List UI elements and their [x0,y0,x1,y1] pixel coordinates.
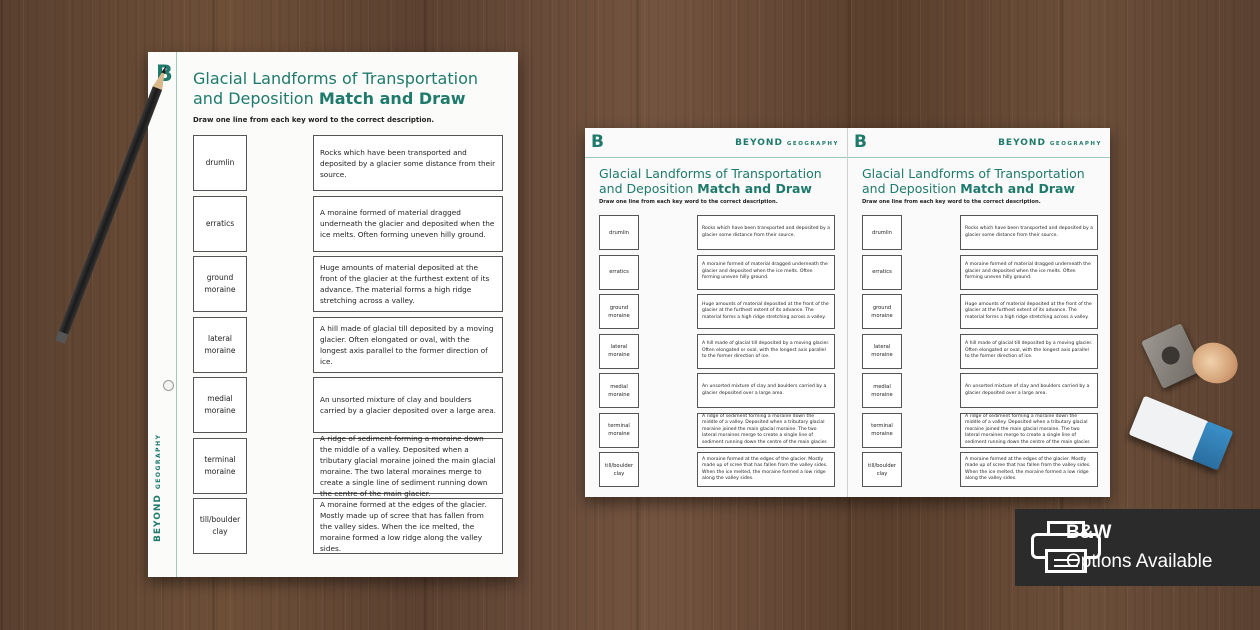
description-box: Rocks which have been transported and deposited by a glacier some distance from their source. [313,135,503,191]
description-box: An unsorted mixture of clay and boulders carried by a glacier deposited over a large area. [313,377,503,433]
description-box: A moraine formed at the edges of the glacier. Mostly made up of scree that has fallen from the valley sides. When the ice melted, the moraine formed a low ridge along the valley sides. [960,452,1098,487]
match-row [862,452,1098,487]
key-word-box: drumlin [599,215,639,250]
spread-page-right [848,128,1110,497]
description-box: A moraine formed of material dragged underneath the glacier and deposited when the ice melts. Often forming uneven hilly ground. [313,196,503,252]
pencil-shavings [1187,336,1244,389]
spread-page-left [585,128,847,497]
description-box: A ridge of sediment forming a moraine down the middle of a valley. Deposited when a tributary glacial moraine joined the main glacial moraine. The two lateral moraines merge to create a single line of sediment running down the centre of the main glacier. [697,413,835,448]
description-box: Rocks which have been transported and deposited by a glacier some distance from their source. [697,215,835,250]
description-box: A moraine formed at the edges of the glacier. Mostly made up of scree that has fallen from the valley sides. When the ice melted, the moraine formed a low ridge along the valley sides. [697,452,835,487]
punch-hole [163,380,174,391]
key-word-box: till/boulder clay [862,452,902,487]
match-row [193,196,503,252]
description-box: A ridge of sediment forming a moraine down the middle of a valley. Deposited when a tributary glacial moraine joined the main glacial moraine. The two lateral moraines merge to create a single line of sediment running down the centre of the main glacier. [960,413,1098,448]
key-word-box: lateral moraine [862,334,902,369]
key-word-box: drumlin [862,215,902,250]
key-word-box: terminal moraine [862,413,902,448]
key-word-box: erratics [862,255,902,290]
description-box: A moraine formed of material dragged underneath the glacier and deposited when the ice melts. Often forming uneven hilly ground. [697,255,835,290]
worksheet-title: Glacial Landforms of Transportation and Deposition Match and Draw [193,69,479,108]
bw-options-banner [1015,509,1260,586]
key-word-box: medial moraine [599,373,639,408]
match-row [193,377,503,433]
key-word-box: ground moraine [193,256,247,312]
beyond-logo-icon: B [156,62,173,87]
match-row [599,413,835,448]
worksheet-instruction: Draw one line from each key word to the correct description. [193,116,435,124]
description-box: A moraine formed at the edges of the glacier. Mostly made up of scree that has fallen from the valley sides. When the ice melted, the moraine formed a low ridge along the valley sides. [313,498,503,554]
key-word-box: drumlin [193,135,247,191]
match-row [599,215,835,250]
margin-line [176,52,177,577]
key-word-box: medial moraine [862,373,902,408]
key-word-box: ground moraine [862,294,902,329]
worksheet-spread [585,128,1110,497]
key-word-box: erratics [193,196,247,252]
worksheet-title: Glacial Landforms of Transportation and Deposition Match and Draw [862,166,1085,196]
beyond-logo-icon: B [854,132,867,152]
match-row [193,135,503,191]
match-row [862,294,1098,329]
key-word-box: medial moraine [193,377,247,433]
worksheet-instruction: Draw one line from each key word to the correct description. [599,199,778,205]
banner-title: B&W [1066,522,1112,543]
key-word-box: till/boulder clay [599,452,639,487]
match-row [193,256,503,312]
match-row [599,334,835,369]
description-box: An unsorted mixture of clay and boulders carried by a glacier deposited over a large area. [960,373,1098,408]
description-box: A hill made of glacial till deposited by a moving glacier. Often elongated or oval, with the longest axis parallel to the former direction of ice. [960,334,1098,369]
side-brand: BEYONDGEOGRAPHY [153,433,163,542]
key-word-box: lateral moraine [193,317,247,373]
match-row [599,452,835,487]
match-row [862,373,1098,408]
match-row [862,255,1098,290]
brand-label: BEYOND GEOGRAPHY [735,138,839,148]
beyond-logo-icon: B [591,132,604,152]
match-row [193,498,503,554]
key-word-box: erratics [599,255,639,290]
description-box: Huge amounts of material deposited at the front of the glacier at the furthest extent of its advance. The material forms a high ridge stretching across a valley. [960,294,1098,329]
description-box: An unsorted mixture of clay and boulders carried by a glacier deposited over a large area. [697,373,835,408]
key-word-box: till/boulder clay [193,498,247,554]
description-box: A ridge of sediment forming a moraine down the middle of a valley. Deposited when a tributary glacial moraine joined the main glacial moraine. The two lateral moraines merge to create a single line of sediment running down the centre of the main glacier. [313,438,503,494]
banner-subtitle: Options Available [1066,551,1213,572]
brand-label: BEYOND GEOGRAPHY [998,138,1102,148]
match-row [599,373,835,408]
key-word-box: lateral moraine [599,334,639,369]
worksheet-instruction: Draw one line from each key word to the correct description. [862,199,1041,205]
match-row [193,317,503,373]
match-row [862,334,1098,369]
match-row [193,433,503,498]
description-box: Rocks which have been transported and deposited by a glacier some distance from their source. [960,215,1098,250]
description-box: Huge amounts of material deposited at the front of the glacier at the furthest extent of its advance. The material forms a high ridge stretching across a valley. [697,294,835,329]
description-box: Huge amounts of material deposited at the front of the glacier at the furthest extent of its advance. The material forms a high ridge stretching across a valley. [313,256,503,312]
match-row [862,413,1098,448]
key-word-box: ground moraine [599,294,639,329]
worksheet-title: Glacial Landforms of Transportation and Deposition Match and Draw [599,166,822,196]
description-box: A moraine formed of material dragged underneath the glacier and deposited when the ice melts. Often forming uneven hilly ground. [960,255,1098,290]
eraser [1129,396,1234,471]
description-box: A hill made of glacial till deposited by a moving glacier. Often elongated or oval, with the longest axis parallel to the former direction of ice. [313,317,503,373]
match-row [862,215,1098,250]
key-word-box: terminal moraine [599,413,639,448]
match-row [599,294,835,329]
description-box: A hill made of glacial till deposited by a moving glacier. Often elongated or oval, with the longest axis parallel to the former direction of ice. [697,334,835,369]
key-word-box: terminal moraine [193,438,247,494]
match-row [599,255,835,290]
worksheet-main [148,52,518,577]
